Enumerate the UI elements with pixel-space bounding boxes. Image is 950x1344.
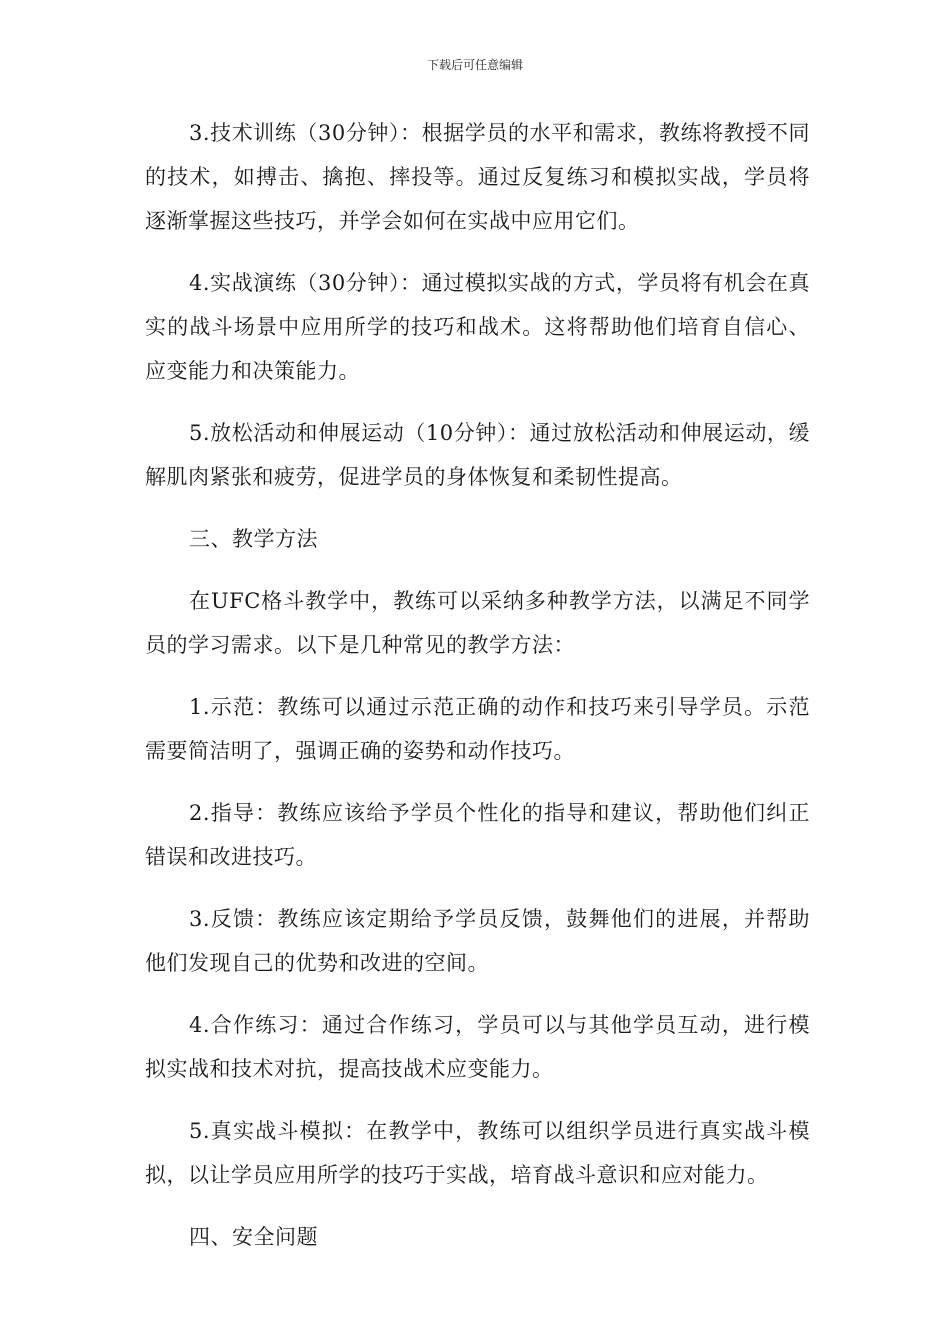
paragraph-technique-training: 3.技术训练（30分钟）：根据学员的水平和需求，教练将教授不同的技术，如搏击、擒抱、摔投等。通过反复练习和模拟实战，学员将逐渐掌握这些技巧，并学会如何在实战中应用它们。 bbox=[145, 121, 810, 233]
paragraph-relax-stretch: 5.放松活动和伸展运动（10分钟）：通过放松活动和伸展运动，缓解肌肉紧张和疲劳，促进学员的身体恢复和柔韧性提高。 bbox=[145, 421, 810, 489]
paragraph-combat-drill: 4.实战演练（30分钟）：通过模拟实战的方式，学员将有机会在真实的战斗场景中应用所学的技巧和战术。这将帮助他们培育自信心、应变能力和决策能力。 bbox=[145, 271, 810, 383]
document-body bbox=[145, 111, 810, 1277]
paragraph-methods-intro: 在UFC格斗教学中，教练可以采纳多种教学方法，以满足不同学员的学习需求。以下是几种常见的教学方法： bbox=[145, 589, 810, 657]
section-heading-safety-issues: 四、安全问题 bbox=[189, 1225, 318, 1249]
paragraph-method-cooperative-practice: 4.合作练习：通过合作练习，学员可以与其他学员互动，进行模拟实战和技术对抗，提高技战术应变能力。 bbox=[145, 1013, 810, 1081]
paragraph-method-feedback: 3.反馈：教练应该定期给予学员反馈，鼓舞他们的进展，并帮助他们发现自己的优势和改进的空间。 bbox=[145, 907, 810, 975]
section-heading-teaching-methods: 三、教学方法 bbox=[189, 527, 318, 551]
page-header-note: 下载后可任意编辑 bbox=[426, 58, 523, 72]
paragraph-method-real-combat-simulation: 5.真实战斗模拟：在教学中，教练可以组织学员进行真实战斗模拟，以让学员应用所学的技巧于实战，培育战斗意识和应对能力。 bbox=[145, 1119, 810, 1187]
paragraph-method-guidance: 2.指导：教练应该给予学员个性化的指导和建议，帮助他们纠正错误和改进技巧。 bbox=[145, 801, 810, 869]
paragraph-method-demonstration: 1.示范：教练可以通过示范正确的动作和技巧来引导学员。示范需要简洁明了，强调正确的姿势和动作技巧。 bbox=[145, 695, 810, 763]
